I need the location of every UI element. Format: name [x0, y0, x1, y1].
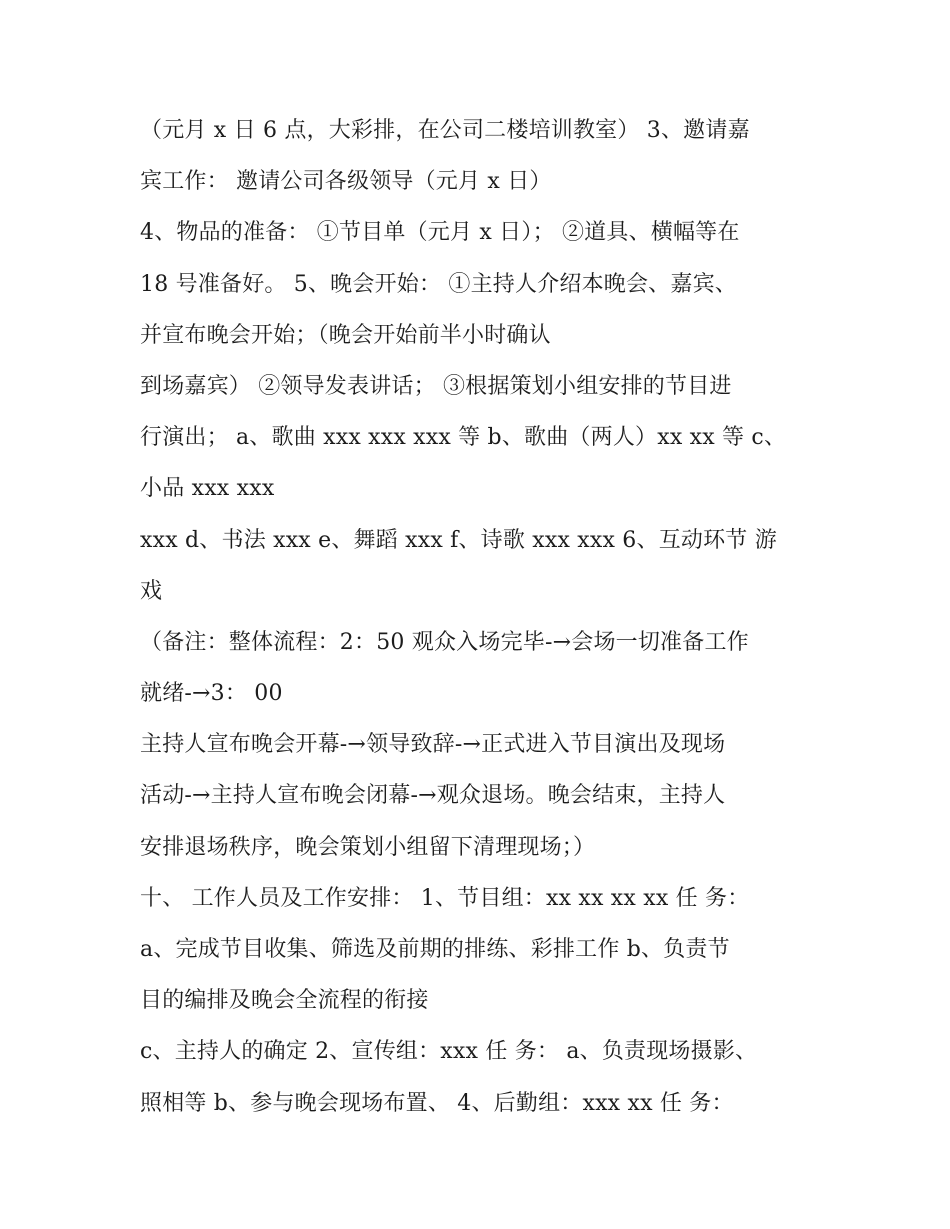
- text-line: （元月 x 日 6 点，大彩排，在公司二楼培训教室） 3、邀请嘉: [140, 118, 750, 143]
- text-line: 到场嘉宾） ②领导发表讲话； ③根据策划小组安排的节目进: [140, 373, 732, 399]
- text-line: a、完成节目收集、筛选及前期的排练、彩排工作 b、负责节: [140, 937, 730, 962]
- text-line: c、主持人的确定 2、宣传组：xxx 任 务： a、负责现场摄影、: [140, 1039, 758, 1065]
- text-line: 安排退场秩序，晚会策划小组留下清理现场；）: [140, 834, 596, 860]
- text-line: 主持人宣布晚会开幕-→领导致辞-→正式进入节目演出及现场: [140, 732, 726, 758]
- text-line: 并宣布晚会开始；（晚会开始前半小时确认: [140, 322, 551, 348]
- text-line: 就绪-→3： 00: [140, 681, 283, 707]
- document-body: [140, 105, 820, 1129]
- text-line: 4、物品的准备： ①节目单（元月 x 日）； ②道具、横幅等在: [140, 220, 740, 246]
- text-line: （备注：整体流程：2：50 观众入场完毕-→会场一切准备工作: [140, 629, 749, 655]
- text-line: 活动-→主持人宣布晚会闭幕-→观众退场。晚会结束，主持人: [140, 783, 726, 809]
- text-line: 18 号准备好。 5、晚会开始： ①主持人介绍本晚会、嘉宾、: [140, 271, 737, 297]
- text-line: 小品 xxx xxx: [140, 476, 275, 502]
- text-line: 十、 工作人员及工作安排： 1、节目组：xx xx xx xx 任 务：: [140, 885, 750, 911]
- text-line: 目的编排及晚会全流程的衔接: [140, 988, 429, 1014]
- text-line: 行演出； a、歌曲 xxx xxx xxx 等 b、歌曲（两人）xx xx 等 c、: [140, 425, 787, 451]
- text-line: 宾工作： 邀请公司各级领导（元月 x 日）: [140, 169, 552, 195]
- text-line: 照相等 b、参与晚会现场布置、 4、后勤组：xxx xx 任 务：: [140, 1090, 734, 1116]
- text-line: 戏: [140, 578, 163, 604]
- text-line: xxx d、书法 xxx e、舞蹈 xxx f、诗歌 xxx xxx 6、互动环节 游: [140, 527, 777, 553]
